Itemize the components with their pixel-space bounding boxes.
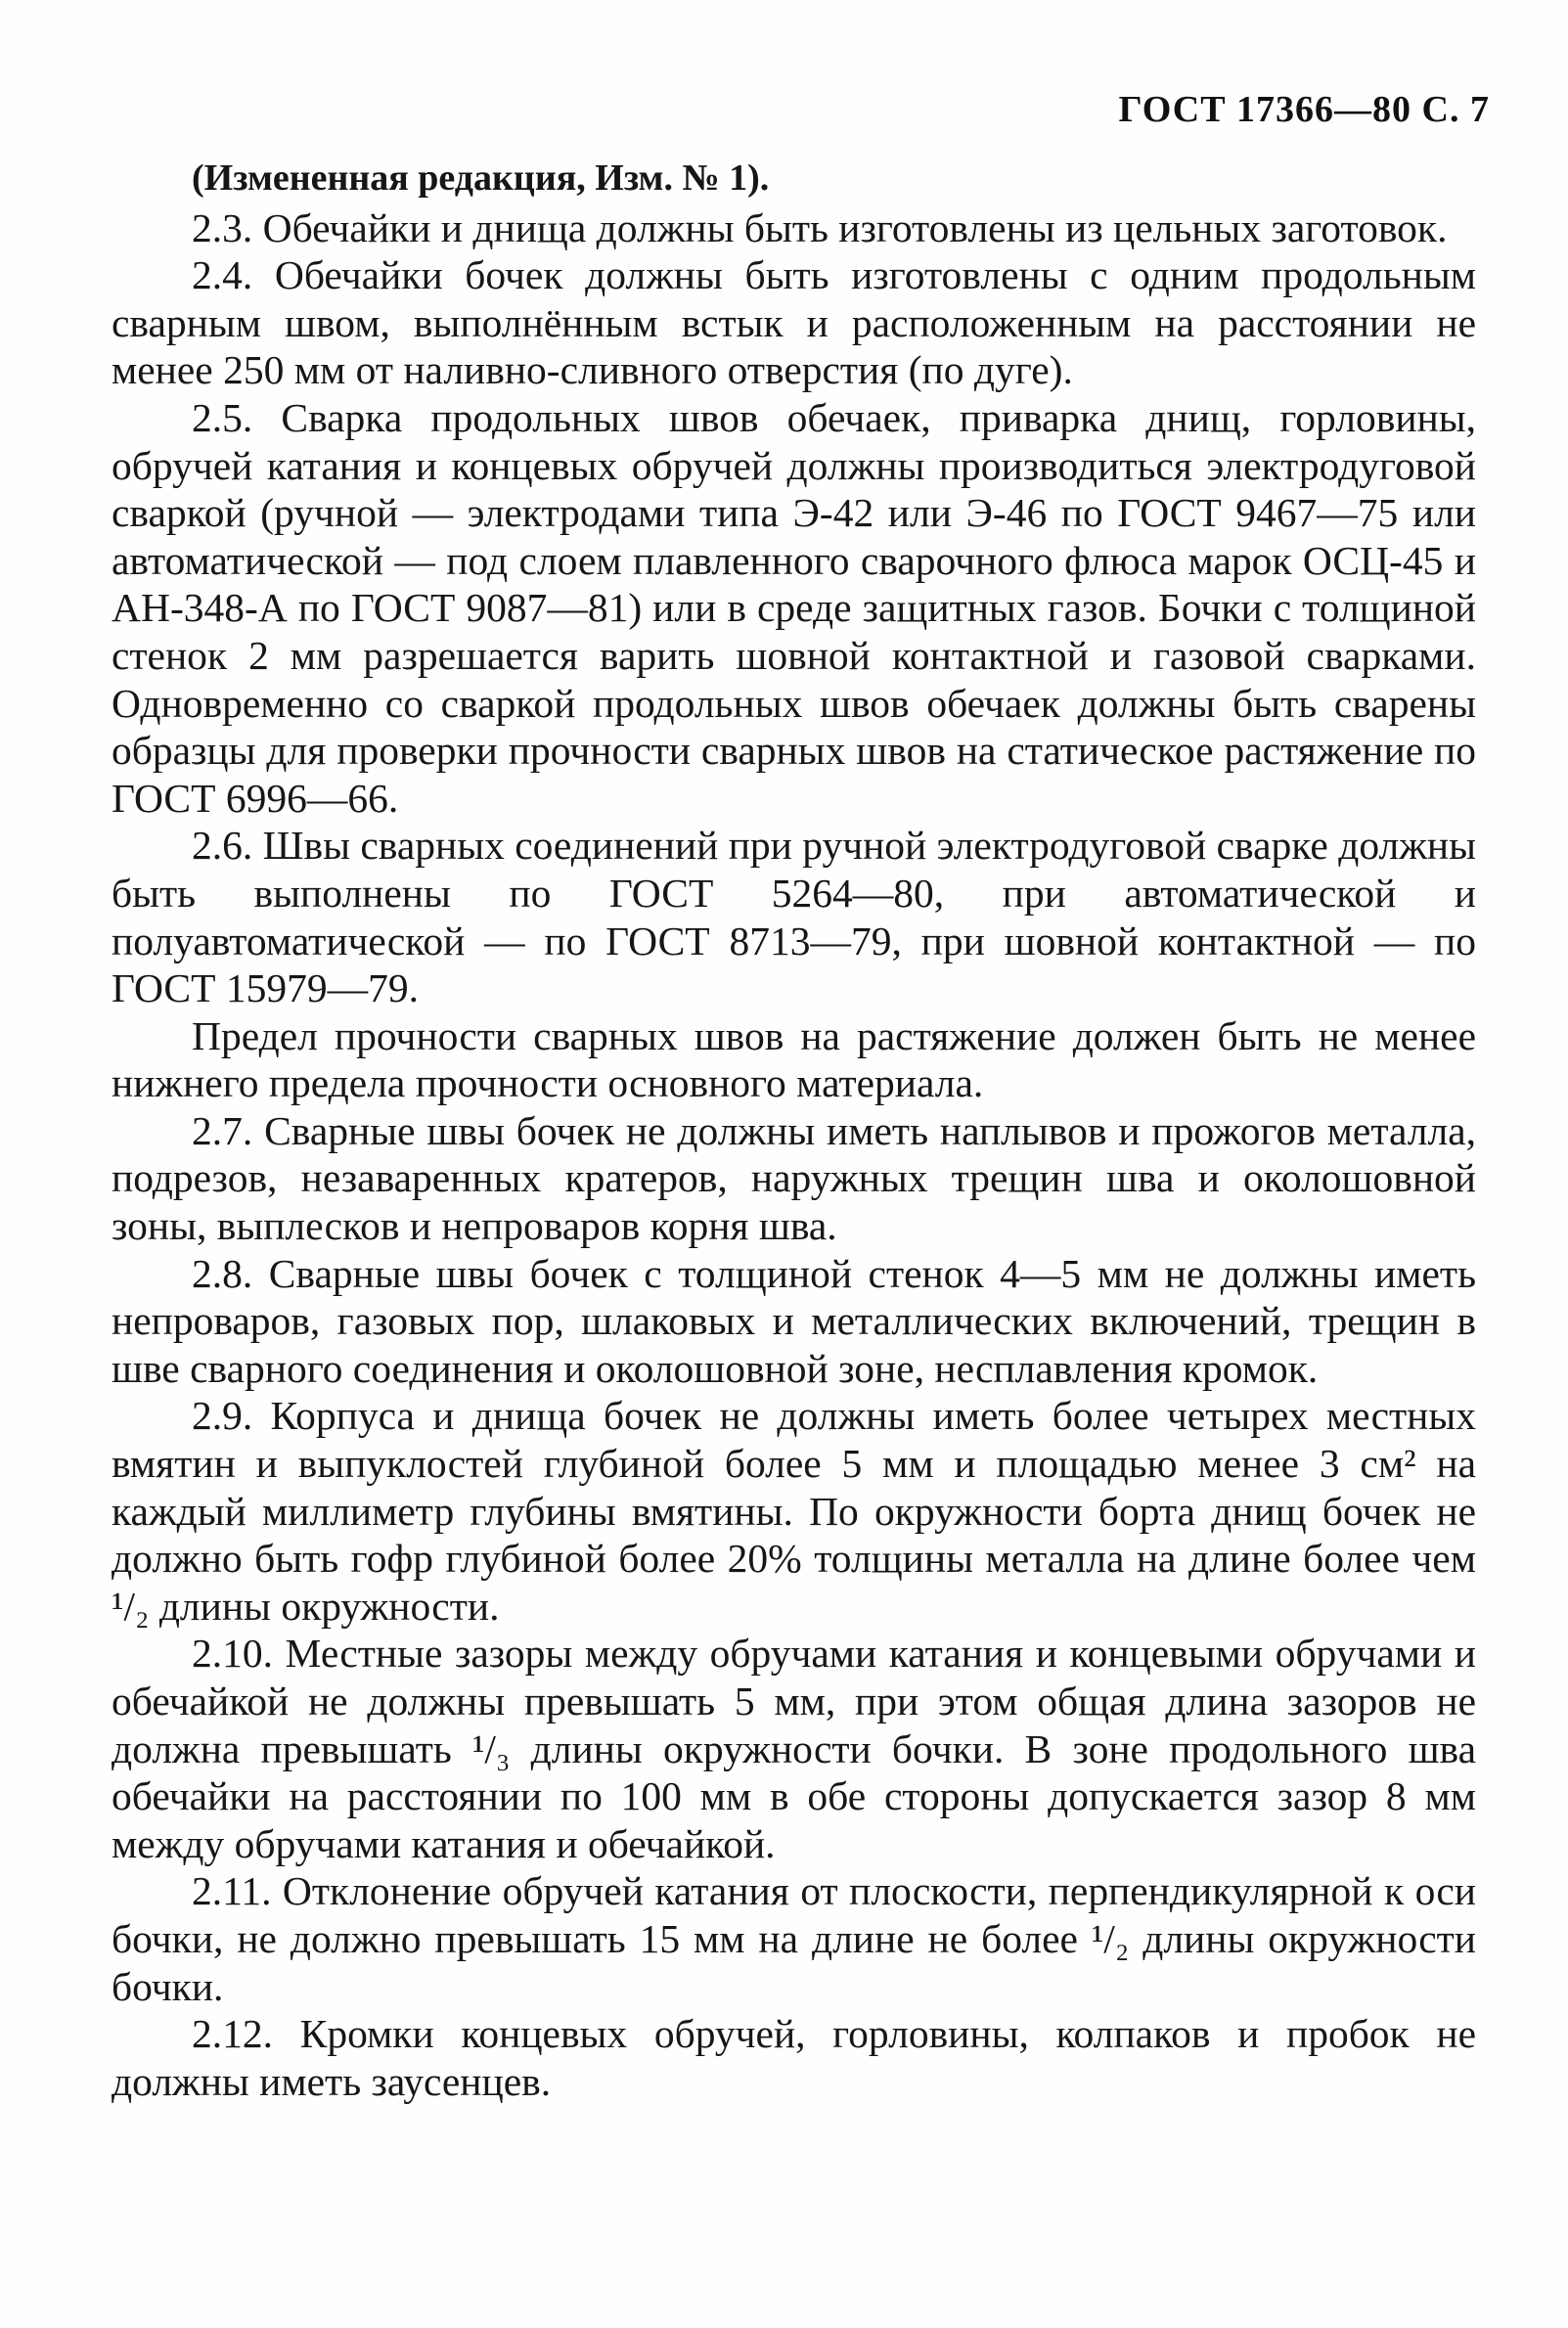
clause-2-7: 2.7. Сварные швы бочек не должны иметь наплывов и прожогов металла, подрезов, незаваренных кратеров, наружных трещин шва и околошовной зоны, выплесков и непроваров корня шва. (112, 1107, 1476, 1249)
clause-2-11: 2.11. Отклонение обручей катания от плоскости, перпендикулярной к оси бочки, не должно превышать 15 мм на длине не более ¹/₂ длины окружности бочки. (112, 1868, 1476, 2009)
page-header-doc-ref: ГОСТ 17366—80 С. 7 (1118, 89, 1490, 130)
amendment-note: (Измененная редакция, Изм. № 1). (192, 157, 770, 199)
clause-2-5: 2.5. Сварка продольных швов обечаек, приварка днищ, горловины, обручей катания и концевых обручей должны производиться электродуговой сваркой (ручной — электродами типа Э-42 или Э-46 по ГОСТ 9467—75 или автоматической — под слоем плавленного сварочного флюса марок ОСЦ-45 и АН-348-А по ГОСТ 9087—81) или в среде защитных газов. Бочки с толщиной стенок 2 мм разрешается варить шовной контактной и газовой сварками. Одновременно со сваркой продольных швов обечаек должны быть сварены образцы для проверки прочности сварных швов на статическое растяжение по ГОСТ 6996—66. (112, 394, 1476, 821)
document-body (112, 155, 1476, 2105)
clause-2-3: 2.3. Обечайки и днища должны быть изготовлены из цельных заготовок. (192, 204, 1448, 250)
clause-2-10: 2.10. Местные зазоры между обручами катания и концевыми обручами и обечайкой не должны превышать 5 мм, при этом общая длина зазоров не должна превышать ¹/₃ длины окружности бочки. В зоне продольного шва обечайки на расстоянии по 100 мм в обе стороны допускается зазор 8 мм между обручами катания и обечайкой. (112, 1631, 1476, 1866)
clause-2-4: 2.4. Обечайки бочек должны быть изготовлены с одним продольным сварным швом, выполнённым встык и расположенным на расстоянии не менее 250 мм от наливно-сливного отверстия (по дуге). (112, 252, 1476, 393)
clause-2-9: 2.9. Корпуса и днища бочек не должны иметь более четырех местных вмятин и выпуклостей глубиной более 5 мм и площадью менее 3 см² на каждый миллиметр глубины вмятины. По окружности борта днищ бочек не должно быть гофр глубиной более 20% толщины металла на длине более чем ¹/₂ длины окружности. (112, 1393, 1476, 1629)
clause-2-6: 2.6. Швы сварных соединений при ручной электродуговой сварке должны быть выполнены по ГОСТ 5264—80, при автоматической и полуавтоматической — по ГОСТ 8713—79, при шовной контактной — по ГОСТ 15979—79. (112, 823, 1476, 1011)
clause-2-12: 2.12. Кромки концевых обручей, горловины, колпаков и пробок не должны иметь заусенцев. (112, 2011, 1476, 2104)
clause-2-6-strength: Предел прочности сварных швов на растяжение должен быть не менее нижнего предела прочности основного материала. (112, 1012, 1476, 1106)
clause-2-8: 2.8. Сварные швы бочек с толщиной стенок 4—5 мм не должны иметь непроваров, газовых пор, шлаковых и металлических включений, трещин в шве сварного соединения и околошовной зоне, несплавления кромок. (112, 1250, 1476, 1391)
